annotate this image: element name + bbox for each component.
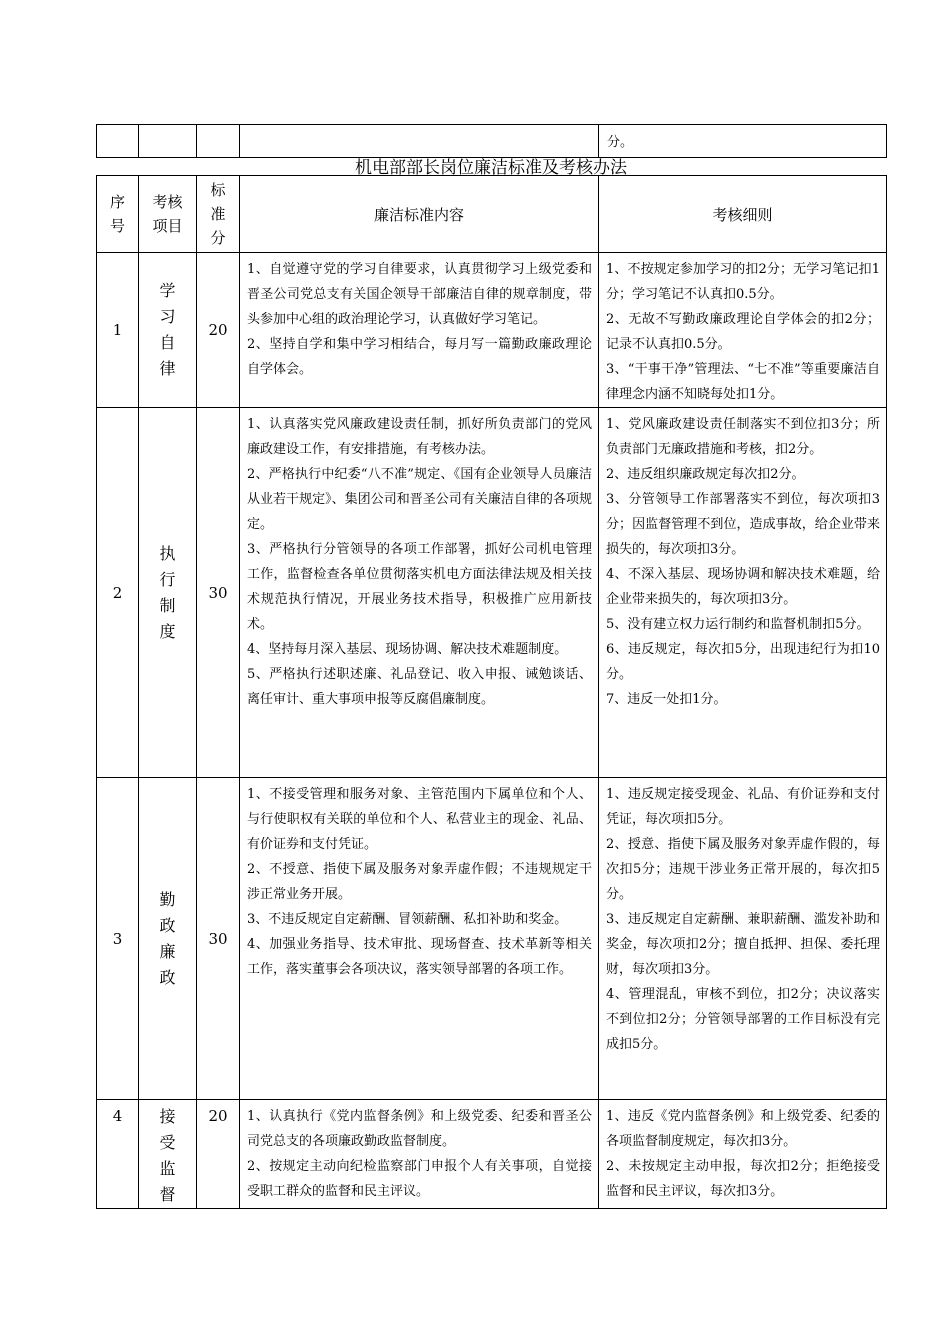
- detail-paragraph: 4、不深入基层、现场协调和解决技术难题，给企业带来损失的，每次项扣3分。: [606, 567, 880, 607]
- content-paragraph: 1、不接受管理和服务对象、主管范围内下属单位和个人、与行使职权有关联的单位和个人、私营业主的现金、礼品、有价证券和支付凭证。: [247, 787, 592, 852]
- row-content: [240, 408, 599, 778]
- row-content: [240, 253, 599, 408]
- header-item: 考核项目: [139, 176, 197, 253]
- content-paragraph: 1、自觉遵守党的学习自律要求，认真贯彻学习上级党委和晋圣公司党总支有关国企领导干部廉洁自律的规章制度，带头参加中心组的政治理论学习，认真做好学习笔记。: [247, 262, 592, 327]
- detail-paragraph: 1、党风廉政建设责任制落实不到位扣3分；所负责部门无廉政措施和考核，扣2分。: [606, 417, 880, 457]
- content-paragraph: 1、认真落实党风廉政建设责任制，抓好所负责部门的党风廉政建设工作，有安排措施，有考核办法。: [247, 417, 592, 457]
- detail-paragraph: 2、违反组织廉政规定每次扣2分。: [606, 467, 805, 482]
- row-detail: [599, 253, 887, 408]
- row-number: 4: [97, 1100, 139, 1209]
- detail-paragraph: 3、违反规定自定薪酬、兼职薪酬、滥发补助和奖金，每次项扣2分；擅自抵押、担保、委托理财，每次项扣3分。: [606, 912, 880, 977]
- row-detail: [599, 408, 887, 778]
- row-score: 20: [197, 253, 240, 408]
- header-num: 序号: [97, 176, 139, 253]
- content-paragraph: 2、按规定主动向纪检监察部门申报个人有关事项，自觉接受职工群众的监督和民主评议。: [247, 1159, 592, 1199]
- row-item: 学习自律: [139, 253, 197, 408]
- header-detail: 考核细则: [599, 176, 887, 253]
- content-paragraph: 2、严格执行中纪委“八不准”规定、《国有企业领导人员廉洁从业若干规定》、集团公司和晋圣公司有关廉洁自律的各项规定。: [247, 467, 592, 532]
- row-detail: [599, 778, 887, 1100]
- row-number: 2: [97, 408, 139, 778]
- detail-paragraph: 5、没有建立权力运行制约和监督机制扣5分。: [606, 617, 870, 632]
- content-paragraph: 3、不违反规定自定薪酬、冒领薪酬、私扣补助和奖金。: [247, 912, 568, 927]
- row-detail: [599, 1100, 887, 1209]
- row-item: 执行制度: [139, 408, 197, 778]
- table-row: [97, 778, 887, 1100]
- detail-paragraph: 1、违反规定接受现金、礼品、有价证券和支付凭证，每次项扣5分。: [606, 787, 880, 827]
- detail-paragraph: 2、授意、指使下属及服务对象弄虚作假的，每次扣5分；违规干涉业务正常开展的，每次扣5分。: [606, 837, 880, 902]
- detail-paragraph: 3、分管领导工作部署落实不到位，每次项扣3分；因监督管理不到位，造成事故，给企业带来损失的，每次项扣3分。: [606, 492, 880, 557]
- detail-paragraph: 1、不按规定参加学习的扣2分；无学习笔记扣1分；学习笔记不认真扣0.5分。: [606, 262, 880, 302]
- row-item: 勤政廉政: [139, 778, 197, 1100]
- row-score: 30: [197, 408, 240, 778]
- detail-paragraph: 6、违反规定，每次扣5分，出现违纪行为扣10分。: [606, 642, 880, 682]
- row-number: 1: [97, 253, 139, 408]
- content-paragraph: 4、坚持每月深入基层、现场协调、解决技术难题制度。: [247, 642, 568, 657]
- table-row: [97, 253, 887, 408]
- document-title: 机电部部长岗位廉洁标准及考核办法: [355, 158, 627, 178]
- detail-paragraph: 2、未按规定主动申报，每次扣2分；拒绝接受监督和民主评议，每次扣3分。: [606, 1159, 880, 1199]
- table-row: [97, 408, 887, 778]
- content-paragraph: 3、严格执行分管领导的各项工作部署，抓好公司机电管理工作，监督检查各单位贯彻落实机电方面法律法规及相关技术规范执行情况，开展业务技术指导，积极推广应用新技术。: [247, 542, 592, 632]
- content-paragraph: 2、不授意、指使下属及服务对象弄虚作假；不违规规定干涉正常业务开展。: [247, 862, 592, 902]
- row-score: 20: [197, 1100, 240, 1209]
- content-paragraph: 4、加强业务指导、技术审批、现场督查、技术革新等相关工作，落实董事会各项决议，落实领导部署的各项工作。: [247, 937, 592, 977]
- content-paragraph: 5、严格执行述职述廉、礼品登记、收入申报、诫勉谈话、离任审计、重大事项申报等反腐倡廉制度。: [247, 667, 592, 707]
- detail-paragraph: 7、违反一处扣1分。: [606, 692, 727, 707]
- assessment-table: [96, 175, 887, 1209]
- header-content: 廉洁标准内容: [240, 176, 599, 253]
- row-item: 接受监督: [139, 1100, 197, 1209]
- detail-paragraph: 4、管理混乱，审核不到位，扣2分；决议落实不到位扣2分；分管领导部署的工作目标没有完成扣5分。: [606, 987, 880, 1052]
- table-row: [97, 1100, 887, 1209]
- header-score: 标准分: [197, 176, 240, 253]
- content-paragraph: 2、坚持自学和集中学习相结合，每月写一篇勤政廉政理论自学体会。: [247, 337, 592, 377]
- detail-paragraph: 2、无故不写勤政廉政理论自学体会的扣2分；记录不认真扣0.5分。: [606, 312, 880, 352]
- continuation-text: 分。: [599, 125, 887, 158]
- row-score: 30: [197, 778, 240, 1100]
- detail-paragraph: 1、违反《党内监督条例》和上级党委、纪委的各项监督制度规定，每次扣3分。: [606, 1109, 880, 1149]
- content-paragraph: 1、认真执行《党内监督条例》和上级党委、纪委和晋圣公司党总支的各项廉政勤政监督制度。: [247, 1109, 592, 1149]
- detail-paragraph: 3、“干事干净”管理法、“七不准”等重要廉洁自律理念内涵不知晓每处扣1分。: [606, 362, 880, 402]
- row-content: [240, 1100, 599, 1209]
- row-number: 3: [97, 778, 139, 1100]
- header-row: [97, 176, 887, 253]
- row-content: [240, 778, 599, 1100]
